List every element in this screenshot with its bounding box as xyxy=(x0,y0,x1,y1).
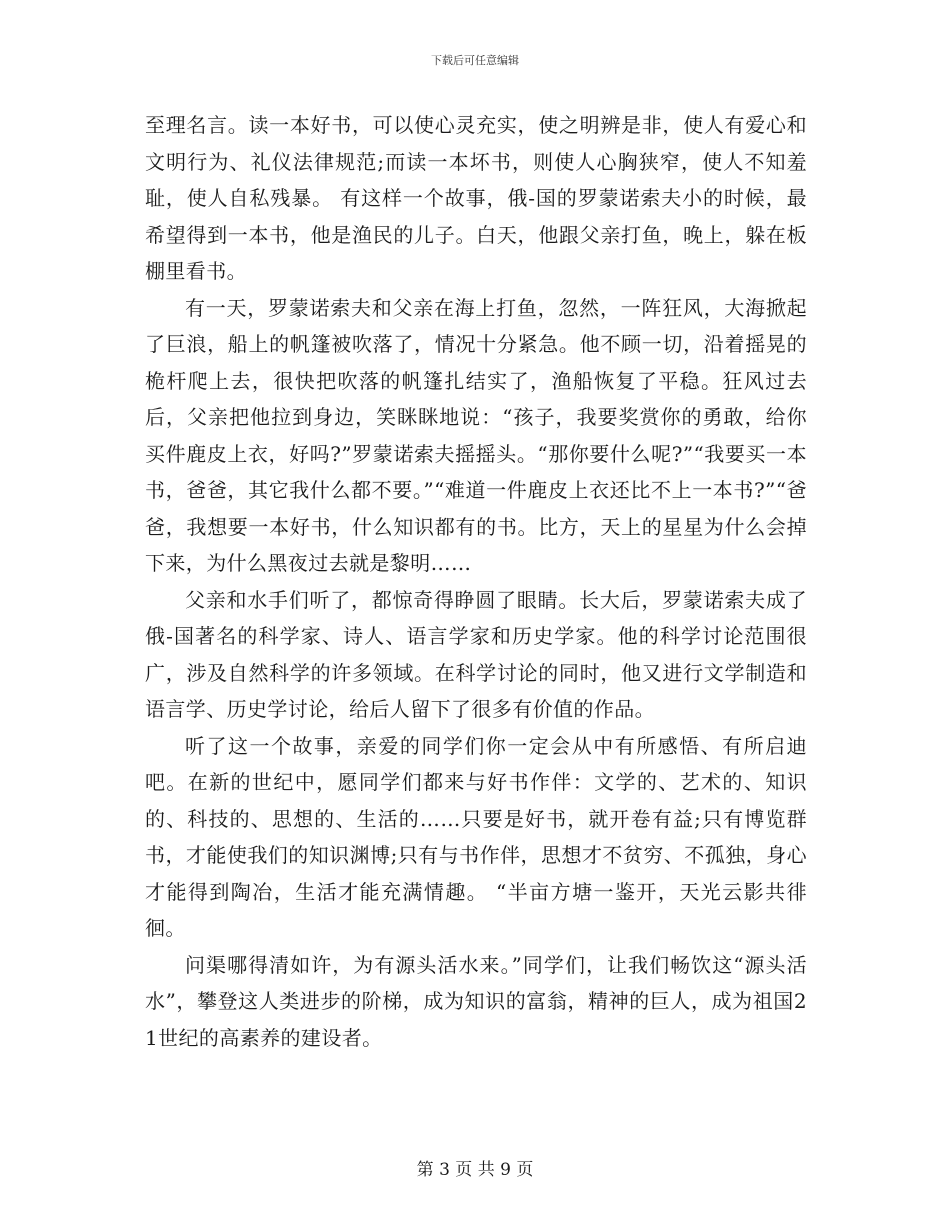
paragraph-3: 父亲和水手们听了，都惊奇得睁圆了眼睛。长大后，罗蒙诺索夫成了俄-国著名的科学家、诗人、语言学家和历史学家。他的科学讨论范围很广，涉及自然科学的许多领域。在科学讨论的同时，他又进行文学制造和语言学、历史学讨论，给后人留下了很多有价值的作品。 xyxy=(145,587,807,721)
page-header: 下载后可任意编辑 xyxy=(431,54,519,67)
paragraph-4: 听了这一个故事，亲爱的同学们你一定会从中有所感悟、有所启迪吧。在新的世纪中，愿同学们都来与好书作伴：文学的、艺术的、知识的、科技的、思想的、生活的……只要是好书，就开卷有益;只有博览群书，才能使我们的知识渊博;只有与书作伴，思想才不贫穷、不孤独，身心才能得到陶冶，生活才能充满情趣。 “半亩方塘一鉴开，天光云影共徘徊。 xyxy=(145,733,807,940)
page-number-footer: 第 3 页 共 9 页 xyxy=(416,1160,534,1180)
document-body xyxy=(145,107,807,1056)
paragraph-1: 至理名言。读一本好书，可以使心灵充实，使之明辨是非，使人有爱心和文明行为、礼仪法律规范;而读一本坏书，则使人心胸狭窄，使人不知羞耻，使人自私残暴。 有这样一个故事，俄-国的罗蒙诺索夫小的时候，最希望得到一本书，他是渔民的儿子。白天，他跟父亲打鱼，晚上，躲在板棚里看书。 xyxy=(145,113,807,283)
paragraph-5: 问渠哪得清如许，为有源头活水来。”同学们，让我们畅饮这“源头活水”，攀登这人类进步的阶梯，成为知识的富翁，精神的巨人，成为祖国21世纪的高素养的建设者。 xyxy=(145,952,807,1050)
paragraph-2: 有一天，罗蒙诺索夫和父亲在海上打鱼，忽然，一阵狂风，大海掀起了巨浪，船上的帆篷被吹落了，情况十分紧急。他不顾一切，沿着摇晃的桅杆爬上去，很快把吹落的帆篷扎结实了，渔船恢复了平稳。狂风过去后，父亲把他拉到身边，笑眯眯地说：“孩子，我要奖赏你的勇敢，给你买件鹿皮上衣，好吗?”罗蒙诺索夫摇摇头。“那你要什么呢?”“我要买一本书，爸爸，其它我什么都不要。”“难道一件鹿皮上衣还比不上一本书?”“爸爸，我想要一本好书，什么知识都有的书。比方，天上的星星为什么会掉下来，为什么黑夜过去就是黎明…… xyxy=(145,295,807,575)
